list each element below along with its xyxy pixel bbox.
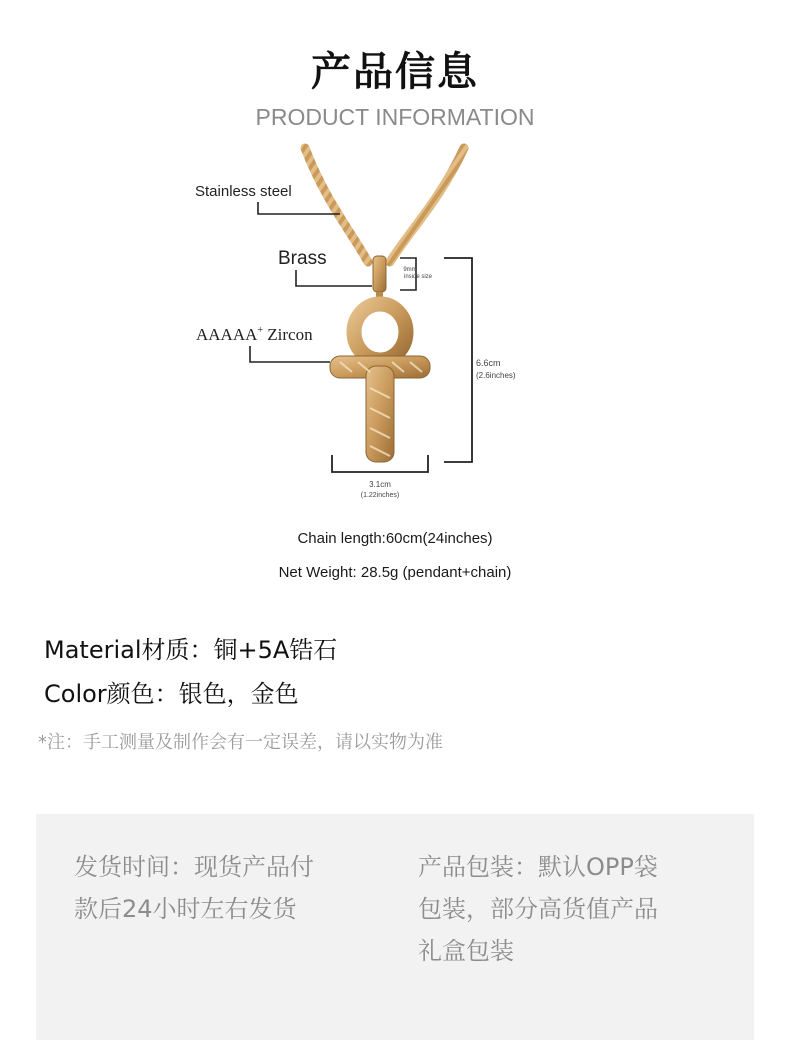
measurement-note: *注：手工测量及制作会有一定误差，请以实物为准 <box>38 732 443 753</box>
chain-length-spec: Chain length:60cm(24inches) <box>297 530 493 547</box>
width-in-label: (1.22inches) <box>360 492 400 499</box>
width-cm-label: 3.1cm <box>369 480 391 489</box>
label-brass: Brass <box>278 248 327 269</box>
rope-chain <box>305 148 464 262</box>
product-diagram <box>0 140 790 590</box>
material-attribute: Material材质：铜+5A锆石 <box>44 636 338 664</box>
height-cm-label: 6.6cm <box>476 358 501 368</box>
page-subtitle: PRODUCT INFORMATION <box>255 104 535 130</box>
label-stainless-steel: Stainless steel <box>195 183 292 200</box>
ankh-pendant <box>330 304 430 462</box>
bail-size-label: 9mm <box>403 267 417 273</box>
shipping-info: 发货时间：现货产品付款后24小时左右发货 <box>74 853 314 923</box>
bail-size-note: inside size <box>403 274 433 280</box>
packaging-info: 产品包装：默认OPP袋包装，部分高货值产品礼盒包装 <box>418 853 658 965</box>
height-in-label: (2.6inches) <box>476 371 516 380</box>
label-zircon: AAAAA+ Zircon <box>196 325 313 344</box>
shipping-packaging-panel <box>36 814 754 1040</box>
net-weight-spec: Net Weight: 28.5g (pendant+chain) <box>278 564 512 581</box>
page-title: 产品信息 <box>311 49 479 95</box>
color-attribute: Color颜色：银色，金色 <box>44 680 299 708</box>
